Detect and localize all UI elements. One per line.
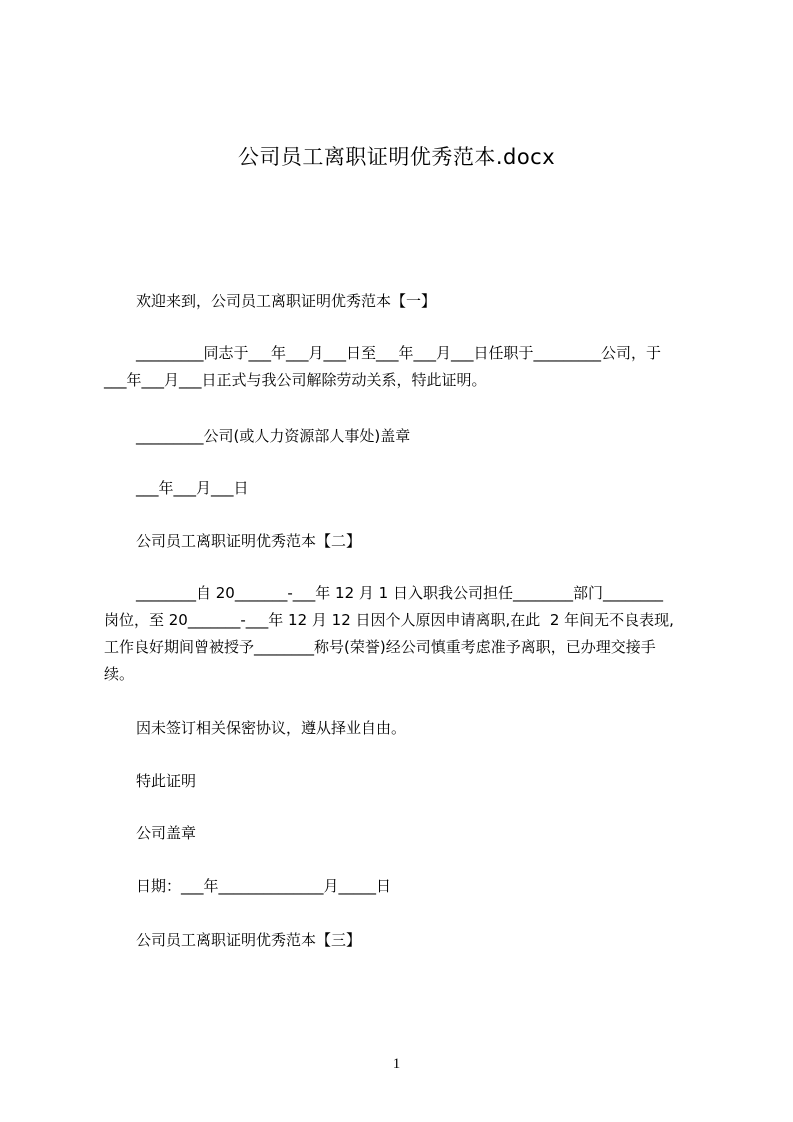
paragraph-line: ___年___月___日正式与我公司解除劳动关系，特此证明。 xyxy=(104,371,487,389)
paragraph-company-seal-one: _________公司(或人力资源部人事处)盖章 xyxy=(136,427,411,445)
paragraph-line: _________同志于___年___月___日至___年___月___日任职于_________公司，于 xyxy=(136,344,662,362)
paragraph-company-seal-two: 公司盖章 xyxy=(136,824,197,842)
paragraph-section-one-heading: 欢迎来到，公司员工离职证明优秀范本【一】 xyxy=(136,292,437,310)
paragraph-line: 续。 xyxy=(104,665,135,683)
paragraph-confidentiality-note: 因未签订相关保密协议，遵从择业自由。 xyxy=(136,719,407,737)
paragraph-line: 工作良好期间曾被授予________称号(荣誉)经公司慎重考虑准予离职，已办理交接手 xyxy=(104,638,656,656)
paragraph-date-two: 日期：___年______________月_____日 xyxy=(136,877,392,895)
paragraph-section-two-heading: 公司员工离职证明优秀范本【二】 xyxy=(136,532,362,550)
paragraph-certificate-one xyxy=(104,340,700,394)
document-title: 公司员工离职证明优秀范本.docx xyxy=(237,145,556,169)
paragraph-line: ________自 20_______-___年 12 月 1 日入职我公司担任________部门________ xyxy=(136,584,663,602)
paragraph-date-one: ___年___月___日 xyxy=(136,479,249,497)
paragraph-section-three-heading: 公司员工离职证明优秀范本【三】 xyxy=(136,931,362,949)
page-number: 1 xyxy=(392,1056,401,1072)
paragraph-hereby-certify: 特此证明 xyxy=(136,772,197,790)
paragraph-line: 岗位，至 20_______-___年 12 月 12 日因个人原因申请离职,在此 2 年间无不良表现, xyxy=(104,611,674,629)
paragraph-certificate-two xyxy=(104,580,700,688)
